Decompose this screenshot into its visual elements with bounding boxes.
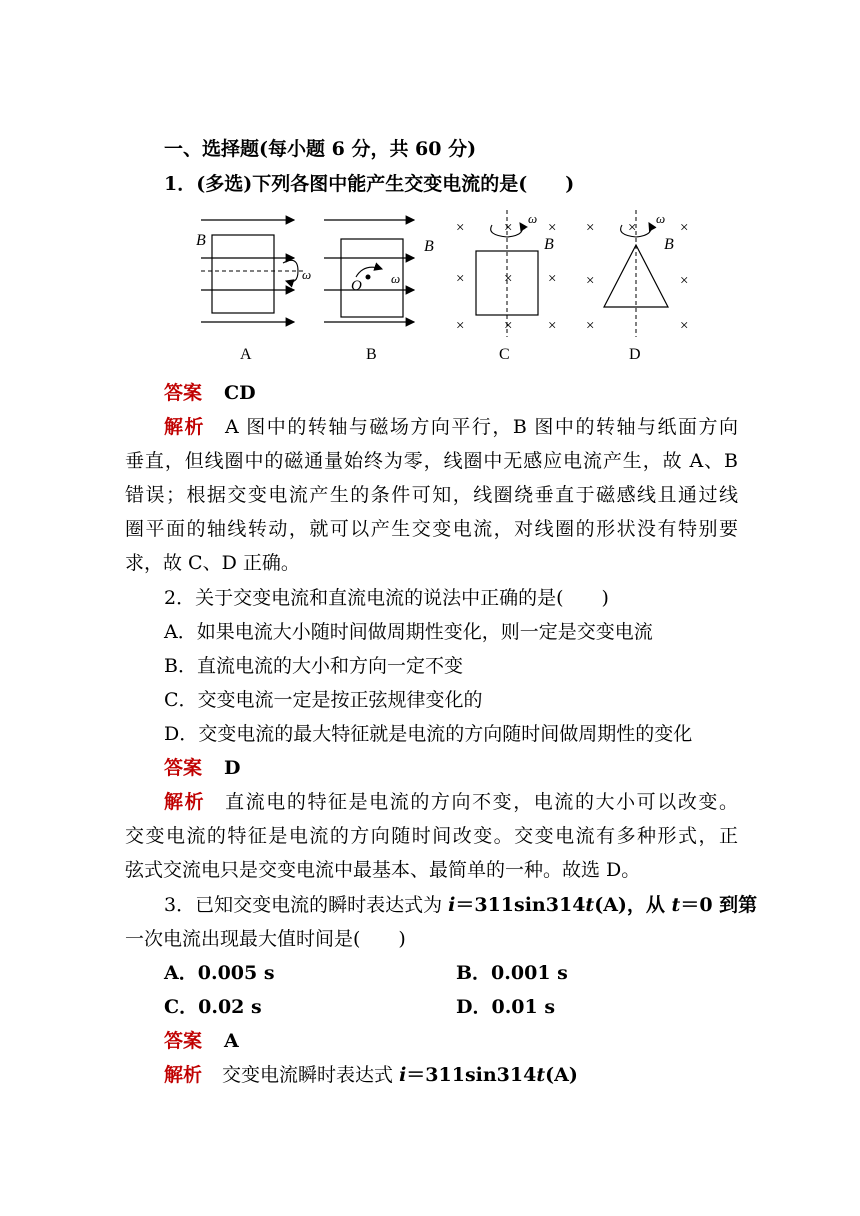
q2-answer — [164, 755, 241, 781]
q1-figure — [186, 205, 706, 370]
svg-text:×: × — [548, 271, 557, 287]
svg-text:×: × — [456, 318, 465, 334]
q2-option-a: A．如果电流大小随时间做周期性变化，则一定是交变电流 — [164, 621, 653, 643]
q1-stem: 1．(多选)下列各图中能产生交变电流的是( ) — [164, 173, 575, 195]
analysis-label: 解析 — [164, 1064, 203, 1086]
q3-stem-line-2: 一次电流出现最大值时间是( ) — [125, 928, 406, 950]
svg-text:×: × — [504, 220, 513, 236]
field-label-a: B — [196, 232, 206, 249]
analysis-label: 解析 — [164, 416, 206, 438]
svg-text:×: × — [504, 271, 513, 287]
panel-label-d: D — [629, 346, 641, 363]
svg-text:×: × — [586, 220, 595, 236]
q1-analysis-line-4: 圈平面的轴线转动，就可以产生交变电流，对线圈的形状没有特别要 — [125, 518, 738, 540]
q2-option-b: B．直流电流的大小和方向一定不变 — [164, 655, 463, 677]
panel-b-diagram — [324, 220, 434, 363]
q2-stem: 2．关于交变电流和直流电流的说法中正确的是( ) — [164, 587, 609, 609]
field-label-d: B — [664, 236, 674, 253]
panel-label-a: A — [240, 346, 252, 363]
svg-text:×: × — [680, 318, 689, 334]
svg-text:×: × — [586, 318, 595, 334]
answer-value: CD — [224, 382, 256, 404]
q1-analysis-line-5: 求，故 C、D 正确。 — [125, 552, 300, 574]
q3-option-c: C．0.02 s — [164, 996, 262, 1018]
svg-text:×: × — [456, 220, 465, 236]
q3-option-b: B．0.001 s — [456, 962, 568, 984]
answer-value: D — [224, 757, 241, 779]
q3-option-d: D．0.01 s — [456, 996, 556, 1018]
panel-c-diagram — [456, 210, 556, 363]
answer-label: 答案 — [164, 1030, 203, 1052]
analysis-label: 解析 — [164, 791, 206, 813]
svg-text:×: × — [680, 220, 689, 236]
answer-label: 答案 — [164, 757, 203, 779]
omega-label-d: ω — [656, 211, 666, 226]
q1-analysis-line-1: 解析 A 图中的转轴与磁场方向平行，B 图中的转轴与纸面方向 — [164, 416, 738, 438]
q2-analysis-line-3: 弦式交流电只是交变电流中最基本、最简单的一种。故选 D。 — [125, 859, 641, 881]
answer-value: A — [224, 1030, 239, 1052]
svg-text:×: × — [586, 273, 595, 289]
omega-label-c: ω — [528, 211, 538, 226]
q3-answer — [164, 1028, 239, 1054]
panel-label-c: C — [499, 346, 510, 363]
q3-option-a: A．0.005 s — [164, 962, 275, 984]
svg-text:×: × — [548, 318, 557, 334]
svg-text:×: × — [680, 273, 689, 289]
svg-text:×: × — [548, 220, 557, 236]
svg-text:×: × — [504, 318, 513, 334]
panel-a-diagram — [196, 220, 311, 363]
answer-label: 答案 — [164, 382, 203, 404]
field-label-b: B — [424, 238, 434, 255]
omega-label-a: ω — [302, 267, 312, 282]
svg-text:×: × — [628, 220, 637, 236]
panel-d-diagram — [586, 210, 688, 363]
q2-option-d: D．交变电流的最大特征就是电流的方向随时间做周期性的变化 — [164, 723, 693, 745]
q1-answer — [164, 380, 256, 406]
q2-option-c: C．交变电流一定是按正弦规律变化的 — [164, 689, 483, 711]
q1-analysis-line-3: 错误；根据交变电流产生的条件可知，线圈绕垂直于磁感线且通过线 — [125, 484, 738, 506]
panel-label-b: B — [366, 346, 377, 363]
q3-stem-line-1: 3．已知交变电流的瞬时表达式为 i＝311sin314t(A)，从 t＝0 到第 — [164, 894, 758, 916]
q2-analysis-line-1: 解析 直流电的特征是电流的方向不变，电流的大小可以改变。 — [164, 791, 738, 813]
q2-analysis-line-2: 交变电流的特征是电流的方向随时间改变。交变电流有多种形式，正 — [125, 825, 738, 847]
omega-label-b: ω — [391, 271, 401, 286]
q3-analysis-line-1: 解析 交变电流瞬时表达式 i＝311sin314t(A) — [164, 1064, 578, 1086]
field-label-c: B — [544, 236, 554, 253]
origin-label-b: O — [351, 278, 362, 294]
svg-text:×: × — [456, 271, 465, 287]
section-title: 一、选择题(每小题 6 分，共 60 分) — [164, 138, 477, 160]
q1-analysis-line-2: 垂直，但线圈中的磁通量始终为零，线圈中无感应电流产生，故 A、B — [125, 450, 738, 472]
